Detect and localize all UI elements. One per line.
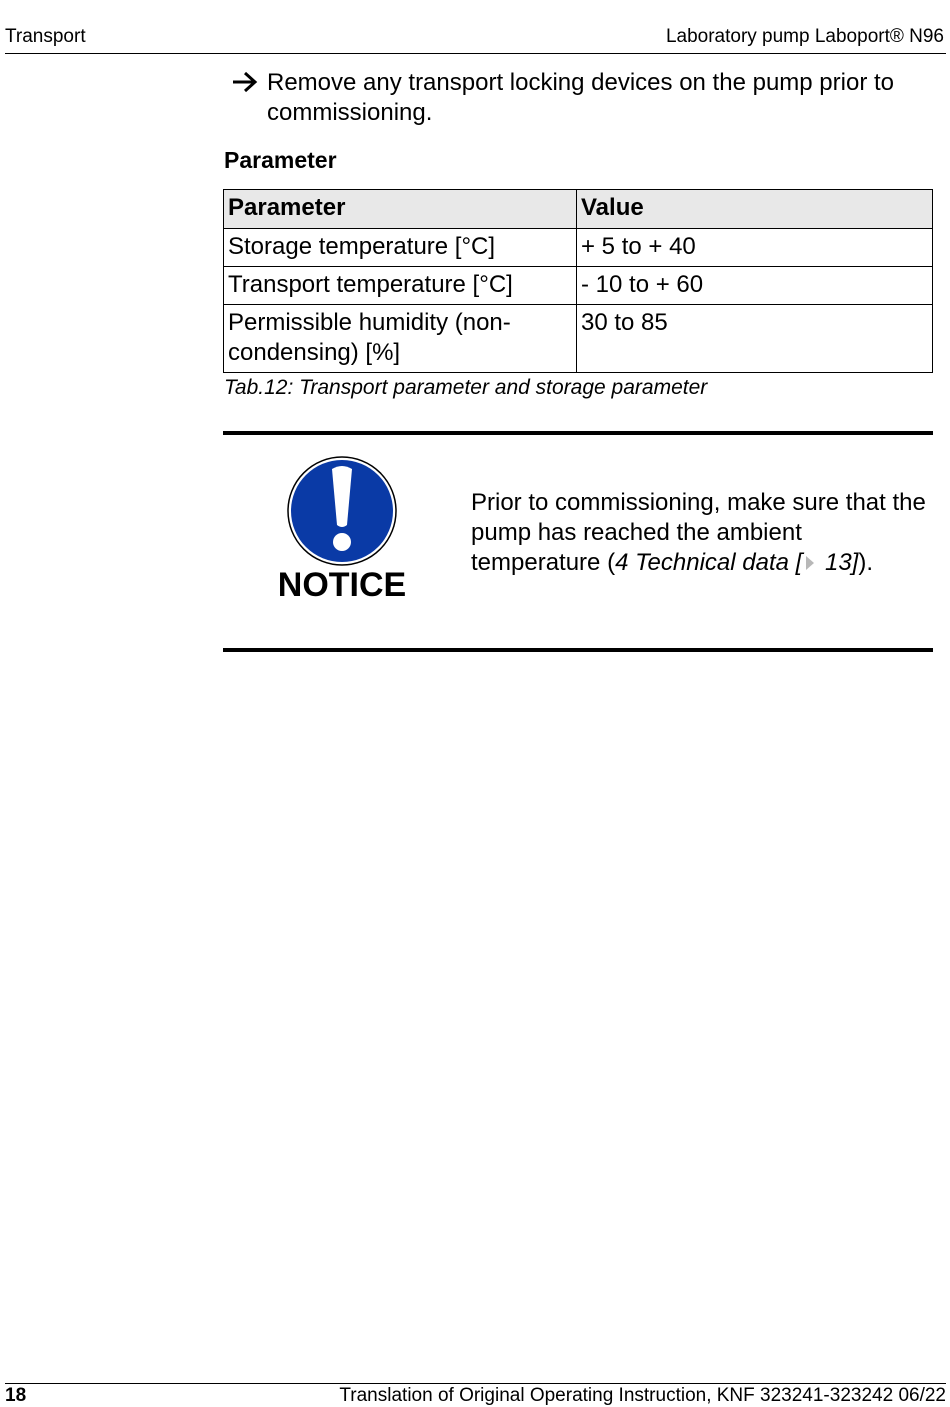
header-divider <box>5 53 946 54</box>
section-heading: Parameter <box>224 147 337 173</box>
table-row <box>224 229 933 267</box>
footer-divider <box>5 1383 946 1384</box>
table-cell-parameter: Storage temperature [°C] <box>224 229 577 267</box>
reference-page: 13] <box>818 549 859 576</box>
page-header <box>5 26 944 50</box>
table-cell-value: 30 to 85 <box>577 305 933 373</box>
page-ref-arrow-icon <box>805 555 815 571</box>
table-caption: Tab.12: Transport parameter and storage parameter <box>224 376 708 399</box>
technical-data-link[interactable] <box>615 549 858 576</box>
parameter-table <box>223 189 933 373</box>
notice-text-main: Prior to commissioning, make sure that the pump has reached the ambient temperature ( <box>471 489 926 576</box>
document-info: Translation of Original Operating Instruction, KNF 323241-323242 06/22 <box>339 1385 946 1406</box>
notice-top-rule <box>223 431 933 435</box>
column-header-parameter: Parameter <box>224 190 577 229</box>
notice-label: NOTICE <box>277 566 407 604</box>
table-cell-parameter: Permissible humidity (non-condensing) [%] <box>224 305 577 373</box>
header-section-title: Transport <box>5 26 86 47</box>
reference-label: 4 Technical data [ <box>615 549 803 576</box>
page-number: 18 <box>5 1385 27 1406</box>
column-header-value: Value <box>577 190 933 229</box>
table-cell-value: - 10 to + 60 <box>577 267 933 305</box>
notice-bottom-rule <box>223 648 933 652</box>
instruction-step <box>230 68 930 128</box>
header-product-name: Laboratory pump Laboport® N96 <box>665 26 944 47</box>
table-header-row <box>224 190 933 229</box>
table-row <box>224 267 933 305</box>
notice-text-end: ). <box>858 549 874 576</box>
table-cell-value: + 5 to + 40 <box>577 229 933 267</box>
instruction-text: Remove any transport locking devices on the pump prior to commissioning. <box>267 69 894 126</box>
exclamation-circle-icon <box>286 455 398 567</box>
arrow-right-icon <box>230 68 260 98</box>
table-cell-parameter: Transport temperature [°C] <box>224 267 577 305</box>
notice-text <box>471 488 931 578</box>
table-row <box>224 305 933 373</box>
